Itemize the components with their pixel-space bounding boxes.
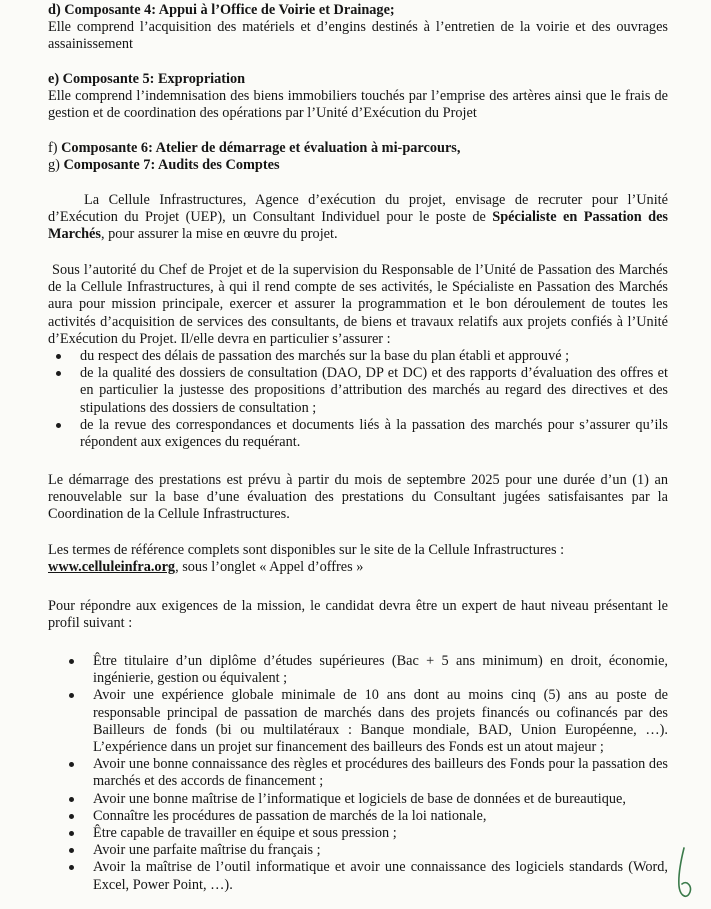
profile-section <box>48 598 668 632</box>
profile-item: Avoir une bonne maîtrise de l’informatique et logiciels de base de données et de bureautique, <box>48 791 668 808</box>
profile-item: Avoir une expérience globale minimale de 10 ans dont au moins cinq (5) ans au poste de responsable principal de passation de marchés dans des projets financés ou cofinancés par des Bailleurs de fonds (bi ou multilatéraux : Banque mondiale, BAD, Union Européenne, …). L’expérience dans un projet sur financement des bailleurs des Fonds est un atout majeur ; <box>48 687 668 756</box>
bullet-icon <box>69 831 74 836</box>
bullet-icon <box>69 848 74 853</box>
profile-intro: Pour répondre aux exigences de la mission, le candidat devra être un expert de haut niveau présentant le profil suivant : <box>48 598 668 632</box>
mission-item: de la qualité des dossiers de consultation (DAO, DP et DC) et des rapports d’évaluation des offres et en particulier la justesse des propositions d’attribution des marchés au regard des directives et des stipulations des dossiers de consultation ; <box>48 365 668 417</box>
mission-item: du respect des délais de passation des marchés sur la base du plan établi et approuvé ; <box>48 348 668 365</box>
start-section <box>48 472 668 524</box>
component-5-title: e) Composante 5: Expropriation <box>48 71 246 87</box>
profile-item: Être capable de travailler en équipe et sous pression ; <box>48 825 668 842</box>
mission-text: Sous l’autorité du Chef de Projet et de la supervision du Responsable de l’Unité de Passation des Marchés de la Cellule Infrastructures, à qui il rend compte de ses activités, le Spécialiste en Passation des Marchés aura pour mission principale, exercer et assurer la programmation et le bon déroulement de toutes les activités d’acquisition de services des consultants, de biens et travaux relatifs aux projets confiés à l’Unité d’Exécution du Projet. Il/elle devra en particulier s’assurer : <box>48 262 668 347</box>
component-7-title: g) Composante 7: Audits des Comptes <box>48 157 280 174</box>
profile-item: Avoir la maîtrise de l’outil informatique et avoir une connaissance des logiciels standards (Word, Excel, Power Point, …). <box>48 859 668 893</box>
recruitment-intro <box>48 192 668 244</box>
component-6-title: f) Composante 6: Atelier de démarrage et évaluation à mi-parcours, <box>48 140 461 156</box>
bullet-icon <box>69 797 74 802</box>
handwritten-initial-mark <box>670 846 696 904</box>
bullet-icon <box>69 693 74 698</box>
component-5-text: Elle comprend l’indemnisation des biens immobiliers touchés par l’emprise des artères ainsi que le frais de gestion et de coordination des opérations par l’Unité d’Exécution du Projet <box>48 88 668 122</box>
component-4-text: Elle comprend l’acquisition des matériels et d’engins destinés à l’entretien de la voirie et des ouvrages assainissement <box>48 19 668 53</box>
start-text: Le démarrage des prestations est prévu à partir du mois de septembre 2025 pour une durée d’un (1) an renouvelable sur la base d’une évaluation des prestations du Consultant jugées satisfaisantes par la Coordination de la Cellule Infrastructures. <box>48 472 668 523</box>
tor-text: Les termes de référence complets sont disponibles sur le site de la Cellule Infrastructures : www.celluleinfra.org, sous l’onglet « Appel d’offres » <box>48 542 565 576</box>
bullet-icon <box>69 659 74 664</box>
profile-list-wrap <box>48 653 668 894</box>
terms-of-reference <box>48 542 668 576</box>
profile-item: Être titulaire d’un diplôme d’études supérieures (Bac + 5 ans minimum) en droit, économie, ingénierie, gestion ou équivalent ; <box>48 653 668 687</box>
recruitment-intro-text: La Cellule Infrastructures, Agence d’exécution du projet, envisage de recruter pour l’Unité d’Exécution du Projet (UEP), un Consultant Individuel pour le poste de Spécialiste en Passation des Marchés, pour assurer la mise en œuvre du projet. <box>48 192 668 243</box>
mission-item: de la revue des correspondances et documents liés à la passation des marchés pour s’assurer qu’ils répondent aux exigences du requérant. <box>48 417 668 451</box>
component-4 <box>48 2 668 54</box>
mission-section <box>48 262 668 451</box>
position-title: Spécialiste en Passation des Marchés <box>48 209 668 243</box>
profile-item: Avoir une parfaite maîtrise du français ; <box>48 842 668 859</box>
components-6-7 <box>48 140 668 174</box>
bullet-icon <box>69 814 74 819</box>
bullet-icon <box>56 371 61 376</box>
profile-item: Connaître les procédures de passation de marchés de la loi nationale, <box>48 808 668 825</box>
profile-list <box>48 653 668 894</box>
profile-item: Avoir une bonne connaissance des règles et procédures des bailleurs des Fonds pour la passation des marchés et des accords de financement ; <box>48 756 668 790</box>
website-link[interactable]: www.celluleinfra.org <box>48 559 176 576</box>
bullet-icon <box>69 762 74 767</box>
component-5 <box>48 71 668 123</box>
bullet-icon <box>56 354 61 359</box>
component-4-title: d) Composante 4: Appui à l’Office de Voirie et Drainage; <box>48 2 395 18</box>
bullet-icon <box>56 423 61 428</box>
bullet-icon <box>69 865 74 870</box>
mission-list <box>48 348 668 451</box>
